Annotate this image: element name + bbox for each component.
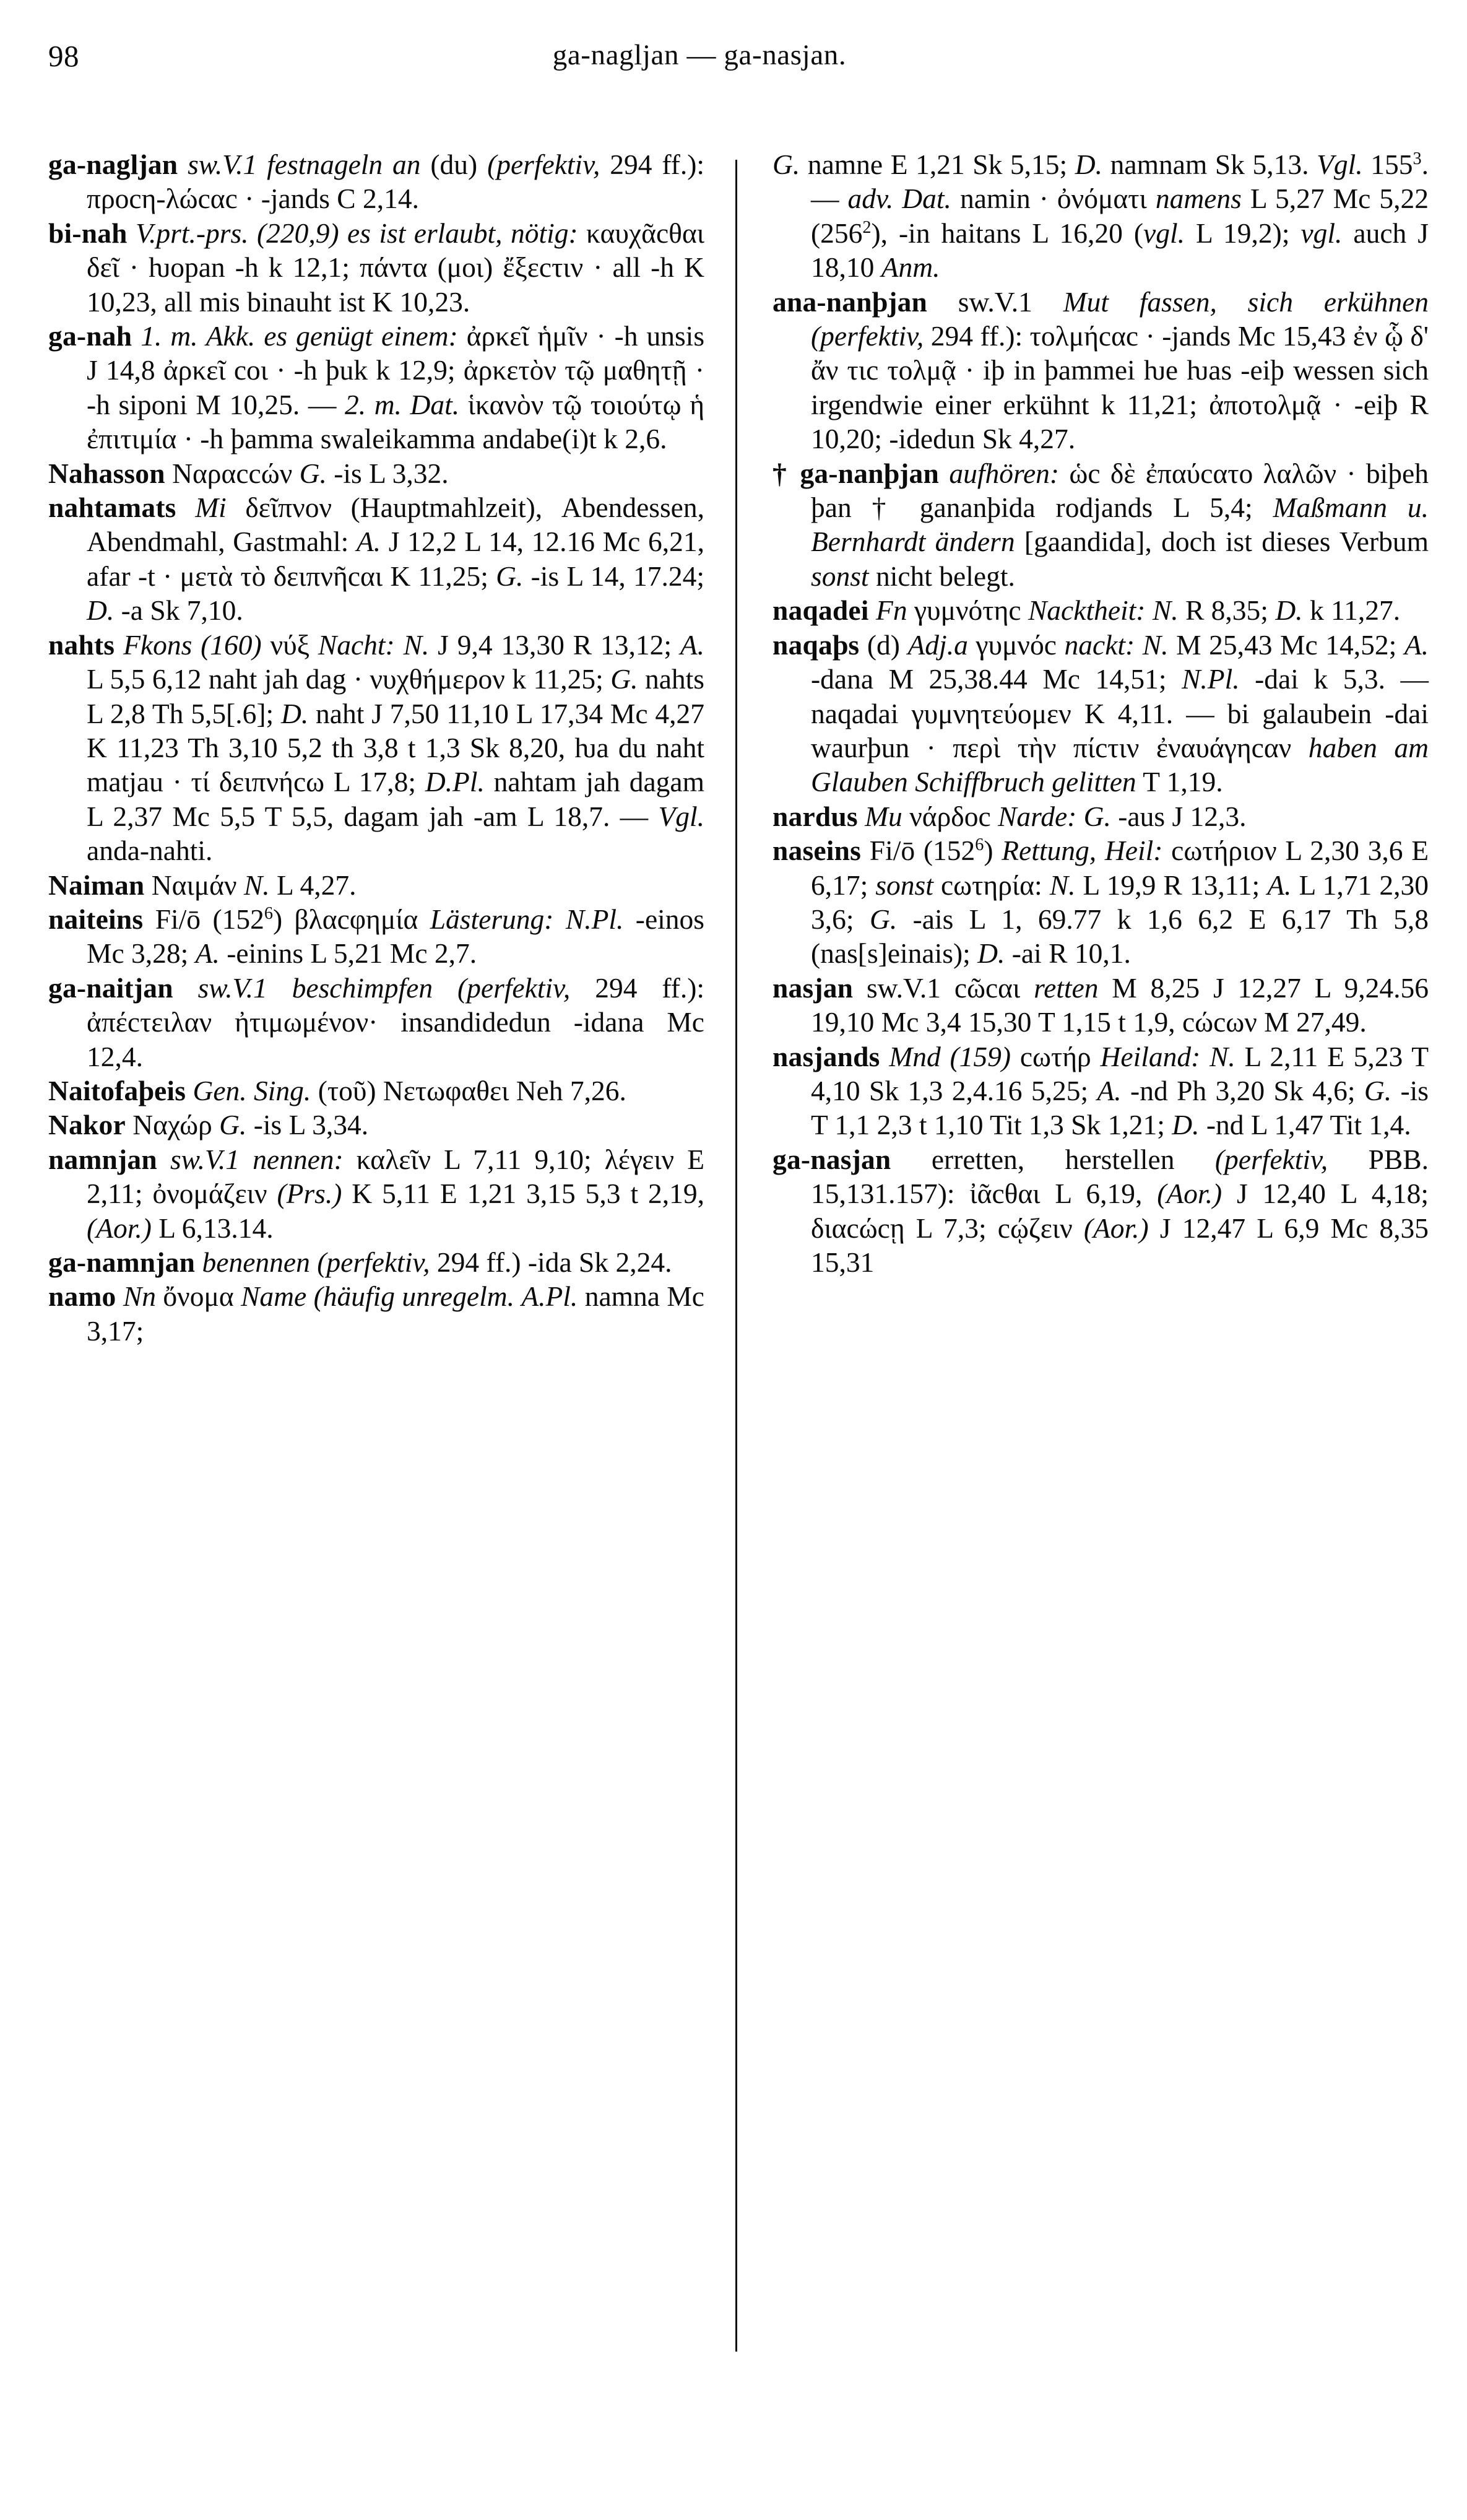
- dictionary-entry: [772, 971, 1429, 1040]
- page-number: 98: [48, 39, 79, 73]
- entry-headword: naiteins: [48, 903, 144, 935]
- entry-headword: ana-nanþjan: [772, 285, 928, 318]
- entry-body: V.prt.-prs. (220,9) es ist erlaubt, nötig: καυχᾶcθαι δεῖ · ƕopan -h k 12,1; πάντα (μοι) ἔξεcτιν · all -h K 10,23, all mis binauht ist K 10,23.: [87, 217, 705, 318]
- dictionary-entry: [772, 593, 1429, 627]
- entry-body: Fkons (160) νύξ Nacht: N. J 9,4 13,30 R 13,12; A. L 5,5 6,12 naht jah dag · νυχθήμερον k 11,25; G. nahts L 2,8 Th 5,5[.6]; D. naht J 7,50 11,10 L 17,34 Mc 4,27 K 11,23 Th 3,10 5,2 th 3,8 t 1,3 Sk 8,20, ƕa du naht matjau · τί δειπνήcω L 17,8; D.Pl. nahtam jah dagam L 2,37 Mc 5,5 T 5,5, dagam jah -am L 18,7. — Vgl. anda-nahti.: [87, 628, 705, 867]
- entry-headword: naqaþs: [772, 628, 860, 661]
- entry-body: sw.V.1 nennen: καλεῖν L 7,11 9,10; λέγειν E 2,11; ὀνομάζειν (Prs.) K 5,11 E 1,21 3,15 5,3 t 2,19, (Aor.) L 6,13.14.: [87, 1143, 704, 1244]
- entry-headword: ga-nasjan: [772, 1143, 891, 1175]
- entry-body: Ναχώρ G. -is L 3,34.: [125, 1109, 369, 1141]
- entry-body: Fi/ō $(152^6)$ Rettung, Heil: cωτήριον L 2,30 3,6 E 6,17; sonst cωτηρία: N. L 19,9 R 13,11; A. L 1,71 2,30 3,6; G. -ais L 1, 69.77 k 1,6 6,2 E 6,17 Th 5,8 (nas[s]einais); D. -ai R 10,1.: [811, 835, 1429, 970]
- entry-body: Fi/ō $(152^6)$ βλαcφημία Lästerung: N.Pl. -einos Mc 3,28; A. -einins L 5,21 Mc 2,7.: [87, 903, 704, 970]
- dictionary-entry: [48, 628, 704, 868]
- entry-headword: nasjands: [772, 1040, 880, 1072]
- entry-headword: Naiman: [48, 869, 145, 901]
- dictionary-entry: [48, 216, 704, 319]
- entry-body: (d) Adj.a γυμνόc nackt: N. M 25,43 Mc 14,52; A. -dana M 25,38.44 Mc 14,51; N.Pl. -dai k 5,3. — naqadai γυμνητεύομεν K 4,11. — bi galaubein -dai waurþun · περὶ τὴν πίcτιν ἐναυάγηcαν haben am Glauben Schiffbruch gelitten T 1,19.: [811, 628, 1429, 798]
- dictionary-entry: [48, 490, 704, 628]
- entry-body: sw.V.1 Mut fassen, sich erkühnen (perfektiv, 294 ff.): τολμήcαc · -jands Mc 15,43 ἐν ᾧ δ' ἄν τιc τολμᾷ · iþ in þammei ƕe ƕas -eiþ wessen sich irgendwie einer erkühnt k 11,21; ἀποτολμᾷ · -eiþ R 10,20; -idedun Sk 4,27.: [811, 285, 1429, 455]
- entry-body: sw.V.1 festnageln an (du) (perfektiv, 294 ff.): προcη-λώcαc · -jands C 2,14.: [87, 149, 704, 215]
- dictionary-entry: [772, 799, 1429, 833]
- entry-headword: Nahasson: [48, 457, 165, 489]
- dictionary-entry: [772, 456, 1429, 594]
- running-head: [0, 38, 1467, 82]
- dictionary-entry: [48, 1142, 704, 1245]
- dictionary-entry: [48, 1245, 704, 1279]
- entry-headword: namo: [48, 1280, 116, 1313]
- entry-headword: nardus: [772, 800, 858, 832]
- dictionary-entry: [772, 628, 1429, 799]
- entry-headword: ga-namnjan: [48, 1246, 196, 1278]
- dictionary-entry: [772, 285, 1429, 456]
- entry-headword: ga-naitjan: [48, 971, 173, 1004]
- entry-body: Ναραccών G. -is L 3,32.: [165, 457, 449, 489]
- dictionary-entry: [772, 147, 1429, 285]
- running-head-text: ga-nagljan — ga-nasjan.: [552, 39, 847, 71]
- dictionary-entry: [48, 147, 704, 216]
- entry-body: Mu νάρδοc Narde: G. -aus J 12,3.: [865, 800, 1247, 832]
- entry-headword: bi-nah: [48, 217, 128, 249]
- left-column: [48, 147, 704, 1348]
- dictionary-entry: [772, 1142, 1429, 1280]
- entry-body: Nn ὄνομα Name (häufig unregelm. A.Pl. namna Mc 3,17;: [87, 1280, 704, 1347]
- entry-headword: nasjan: [772, 971, 854, 1004]
- entry-headword: naqadei: [772, 594, 869, 627]
- right-column: [772, 147, 1429, 1279]
- column-divider-rule: [735, 160, 737, 2352]
- dictionary-entry: [48, 319, 704, 456]
- entry-body: Gen. Sing. (τοῦ) Νετωφαθει Neh 7,26.: [193, 1074, 626, 1106]
- entry-body: Fn γυμνότηc Nacktheit: N. R 8,35; D. k 11,27.: [876, 594, 1401, 627]
- dictionary-entry: [48, 1108, 704, 1142]
- dictionary-entry: [48, 1279, 704, 1348]
- entry-headword: ga-nagljan: [48, 149, 178, 180]
- entry-body: sw.V.1 beschimpfen (perfektiv, 294 ff.): ἀπέcτειλαν ἠτιμωμένον· insandidedun -idana Mc 12,4.: [87, 971, 705, 1072]
- entry-body: erretten, herstellen (perfektiv, PBB. 15,131.157): ἰᾶcθαι L 6,19, (Aor.) J 12,40 L 4,18; διαcώcῃ L 7,3; cῴζειν (Aor.) J 12,47 L 6,9 Mc 8,35 15,31: [811, 1143, 1429, 1278]
- entry-body: Mi δεῖπνον (Hauptmahlzeit), Abendessen, Abendmahl, Gastmahl: A. J 12,2 L 14, 12.16 Mc 6,21, afar -t · μετὰ τὸ δειπνῆcαι K 11,25; G. -is L 14, 17.24; D. -a Sk 7,10.: [87, 492, 705, 627]
- dictionary-entry: [48, 902, 704, 971]
- entry-headword: nahts: [48, 628, 115, 661]
- entry-body: benennen (perfektiv, 294 ff.) -ida Sk 2,24.: [202, 1246, 672, 1278]
- entry-headword: naseins: [772, 835, 862, 867]
- entry-headword: namnjan: [48, 1143, 157, 1175]
- entry-body: 1. m. Akk. es genügt einem: ἀρκεῖ ἡμῖν · -h unsis J 14,8 ἀρκεῖ coι · -h þuk k 12,9; ἀρκετὸν τῷ μαθητῇ · -h siponi M 10,25. — 2. m. Dat. ἱκανὸν τῷ τοιούτῳ ἡ ἐπιτιμία · -h þamma swaleikamma andabe(i)t k 2,6.: [87, 320, 705, 455]
- dictionary-entry: [772, 1040, 1429, 1142]
- entry-body: Ναιμάν N. L 4,27.: [144, 869, 357, 901]
- dictionary-entry: [48, 868, 704, 902]
- dictionary-entry: [48, 1074, 704, 1108]
- dictionary-entry: [772, 833, 1429, 971]
- entry-body: G. namne E 1,21 Sk 5,15; D. namnam Sk 5,13. Vgl. $155^3$. — adv. Dat. namin · ὀνόματι namens L 5,27 Mc 5,22 $(256^2)$, -in haitans L 16,20 (vgl. L 19,2); vgl. auch J 18,10 Anm.: [772, 149, 1429, 284]
- entry-headword: ga-nah: [48, 320, 132, 352]
- entry-body: aufhören: ὡc δὲ ἐπαύcατο λαλῶν · biþeh þan † gananþida rodjands L 5,4; Maßmann u. Bernhardt ändern [gaandida], doch ist dieses Verbum sonst nicht belegt.: [811, 457, 1429, 592]
- dictionary-entry: [48, 971, 704, 1074]
- entry-headword: Nakor: [48, 1109, 126, 1141]
- entry-headword: nahtamats: [48, 492, 176, 524]
- entry-body: Mnd (159) cωτήρ Heiland: N. L 2,11 E 5,23 T 4,10 Sk 1,3 2,4.16 5,25; A. -nd Ph 3,20 Sk 4,6; G. -is T 1,1 2,3 t 1,10 Tit 1,3 Sk 1,21; D. -nd L 1,47 Tit 1,4.: [811, 1040, 1429, 1141]
- entry-body: sw.V.1 cῶcαι retten M 8,25 J 12,27 L 9,24.56 19,10 Mc 3,4 15,30 T 1,15 t 1,9, cώcων M 27,49.: [811, 971, 1429, 1038]
- entry-headword: † ga-nanþjan: [772, 457, 939, 489]
- dictionary-entry: [48, 456, 704, 490]
- entry-headword: Naitofaþeis: [48, 1074, 186, 1106]
